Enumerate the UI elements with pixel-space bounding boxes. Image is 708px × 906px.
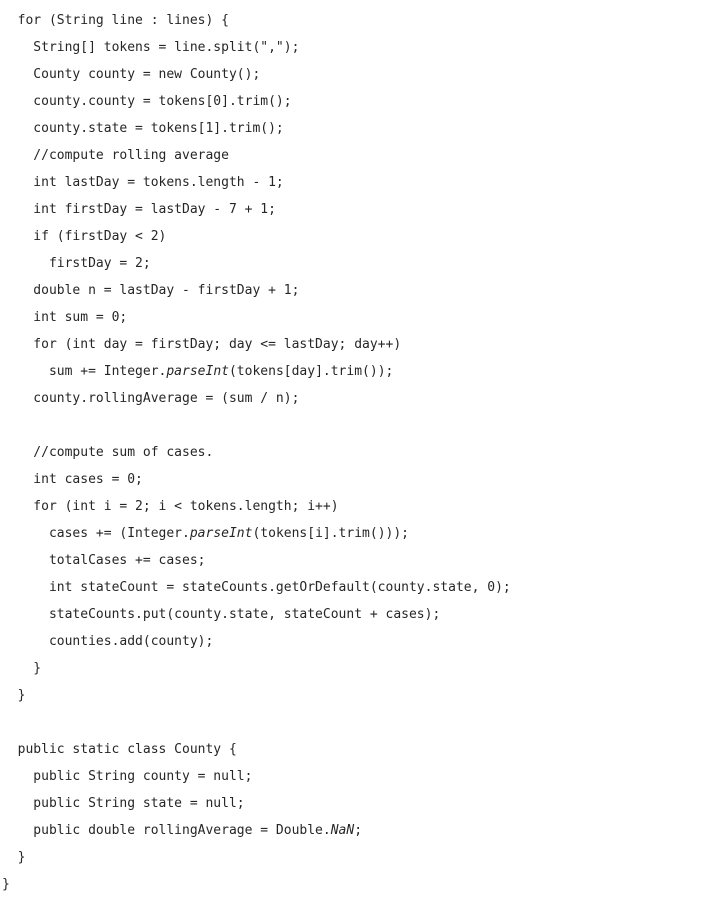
code-segment: stateCounts.put(county.state, stateCount + cases); — [48, 607, 441, 622]
code-line — [2, 412, 708, 439]
code-segment: county.state = tokens[1].trim(); — [33, 121, 284, 136]
code-segment: for (int day = firstDay; day <= lastDay; day++) — [33, 337, 402, 352]
code-segment: cases += (Integer. — [48, 526, 190, 541]
code-line — [2, 547, 708, 574]
code-segment: int lastDay = tokens.length - 1; — [33, 175, 284, 190]
code-line — [2, 304, 708, 331]
code-segment: double n = lastDay - firstDay + 1; — [33, 283, 300, 298]
code-segment: public String county = null; — [33, 769, 253, 784]
code-line — [2, 439, 708, 466]
code-line — [2, 169, 708, 196]
code-segment: } — [17, 850, 26, 865]
code-line — [2, 682, 708, 709]
code-segment: String[] tokens = line.split(","); — [33, 40, 300, 55]
code-segment: int sum = 0; — [33, 310, 128, 325]
code-line — [2, 763, 708, 790]
code-line — [2, 61, 708, 88]
code-segment: int cases = 0; — [33, 472, 143, 487]
code-segment: } — [17, 688, 26, 703]
code-line — [2, 115, 708, 142]
code-line — [2, 250, 708, 277]
code-line — [2, 709, 708, 736]
code-segment: totalCases += cases; — [48, 553, 206, 568]
code-segment: sum += Integer. — [48, 364, 167, 379]
code-segment: if (firstDay < 2) — [33, 229, 167, 244]
code-line — [2, 7, 708, 34]
code-line — [2, 817, 708, 844]
code-line — [2, 628, 708, 655]
code-segment: public static class County { — [17, 742, 237, 757]
code-segment: (tokens[day].trim()); — [228, 364, 394, 379]
code-line — [2, 385, 708, 412]
code-segment-italic: parseInt — [166, 364, 229, 379]
code-segment: counties.add(county); — [48, 634, 214, 649]
code-segment: County county = new County(); — [33, 67, 261, 82]
code-line — [2, 277, 708, 304]
code-segment: int firstDay = lastDay - 7 + 1; — [33, 202, 276, 217]
code-segment: county.rollingAverage = (sum / n); — [33, 391, 300, 406]
code-segment: } — [2, 877, 10, 892]
code-segment: ; — [354, 823, 363, 838]
code-segment-italic: NaN — [330, 823, 355, 838]
code-segment: //compute rolling average — [33, 148, 229, 163]
code-line — [2, 493, 708, 520]
code-segment: county.county = tokens[0].trim(); — [33, 94, 292, 109]
code-line — [2, 223, 708, 250]
code-segment: for (int i = 2; i < tokens.length; i++) — [33, 499, 339, 514]
code-line — [2, 790, 708, 817]
code-line — [2, 88, 708, 115]
code-line — [2, 736, 708, 763]
code-line — [2, 601, 708, 628]
code-segment: firstDay = 2; — [48, 256, 151, 271]
code-segment: } — [33, 661, 42, 676]
code-line — [2, 844, 708, 871]
code-line — [2, 142, 708, 169]
code-segment: //compute sum of cases. — [33, 445, 214, 460]
code-line — [2, 574, 708, 601]
code-line — [2, 520, 708, 547]
code-segment: for (String line : lines) { — [17, 13, 229, 28]
code-segment: public String state = null; — [33, 796, 245, 811]
code-line — [2, 466, 708, 493]
code-segment: public double rollingAverage = Double. — [33, 823, 331, 838]
code-line — [2, 196, 708, 223]
code-line — [2, 871, 708, 898]
code-line — [2, 34, 708, 61]
code-line — [2, 331, 708, 358]
code-segment-italic: parseInt — [189, 526, 253, 541]
code-line — [2, 358, 708, 385]
code-segment: int stateCount = stateCounts.getOrDefault(county.state, 0); — [48, 580, 511, 595]
code-line — [2, 655, 708, 682]
code-segment: (tokens[i].trim())); — [252, 526, 410, 541]
